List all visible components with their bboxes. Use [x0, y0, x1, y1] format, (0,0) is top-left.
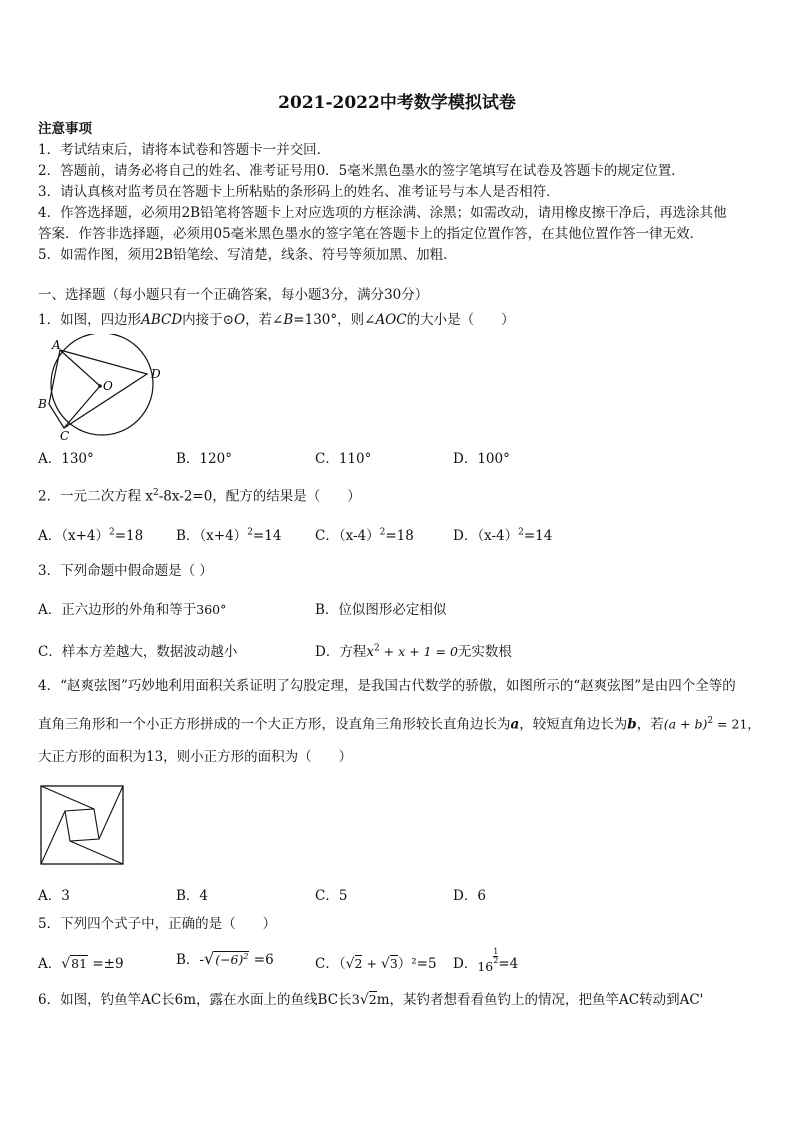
q5-option-a: A．√81 =±9 — [38, 956, 124, 972]
question-4-line-1: 4．“赵爽弦图”巧妙地利用面积关系证明了勾股定理，是我国古代数学的骄傲，如图所示的“赵爽弦图”是由四个全等的 — [38, 678, 736, 694]
q3-option-d: D．方程$x^2 + x + 1 = 0$无实数根 — [315, 643, 512, 660]
q3-option-c: C．样本方差越大，数据波动越小 — [38, 644, 238, 660]
circle-quadrilateral-figure — [34, 334, 164, 444]
label-A: A — [52, 338, 61, 352]
notice-heading: 注意事项 — [38, 121, 92, 137]
notice-item: 答案．作答非选择题，必须用05毫米黑色墨水的签字笔在答题卡上的指定位置作答，在其他位置作答一律无效． — [38, 226, 704, 242]
question-1-stem: 1．如图，四边形ABCD内接于⊙O，若∠B=130°，则∠AOC的大小是（ ） — [38, 312, 515, 328]
q2-option-d: D．$(x-4)^2=14$ — [453, 527, 553, 544]
q5-option-b: B．$-√(-6)^2 =6$ — [176, 949, 274, 968]
notice-item: 3．请认真核对监考员在答题卡上所粘贴的条形码上的姓名、准考证号与本人是否相符． — [38, 184, 560, 200]
q4-option-a: A．3 — [38, 888, 70, 904]
question-4-line-3: 大正方形的面积为13，则小正方形的面积为（ ） — [38, 749, 353, 765]
question-3-stem: 3．下列命题中假命题是（ ） — [38, 563, 213, 579]
q1-option-c: C．110° — [315, 451, 372, 467]
question-6-stem: 6．如图，钓鱼竿AC长6m，露在水面上的鱼线BC长3√2m，某钓者想看看鱼钓上的情况，把鱼竿AC转动到AC' — [38, 992, 704, 1008]
q3-option-a: A．正六边形的外角和等于360° — [38, 602, 227, 618]
q2-option-c: C．$(x-4)^2=18$ — [315, 527, 414, 544]
q1-option-b: B．120° — [176, 451, 232, 467]
q4-option-b: B．4 — [176, 888, 209, 904]
page-title: 2021-2022中考数学模拟试卷 — [278, 93, 516, 113]
q4-option-d: D．6 — [453, 888, 486, 904]
label-O: O — [103, 379, 113, 393]
label-C: C — [60, 429, 70, 443]
q2-option-a: A．$(x+4)^2=18$ — [38, 527, 144, 544]
question-4-line-2: 直角三角形和一个小正方形拼成的一个大正方形，设直角三角形较长直角边长为a，较短直角边长为b，若$(a + b)^2 = 21$， — [38, 716, 760, 733]
notice-item: 2．答题前，请务必将自己的姓名、准考证号用0．5毫米黑色墨水的签字笔填写在试卷及答题卡的规定位置． — [38, 163, 685, 179]
zhao-shuang-figure — [40, 785, 126, 867]
q1-option-d: D．100° — [453, 451, 510, 467]
q4-option-c: C．5 — [315, 888, 348, 904]
label-B: B — [38, 397, 47, 411]
notice-item: 4．作答选择题，必须用2B铅笔将答题卡上对应选项的方框涂满、涂黑；如需改动，请用橡皮擦干净后，再选涂其他 — [38, 205, 727, 221]
q5-option-c: C．（√2 + √3）²=5 — [315, 956, 437, 972]
question-5-stem: 5．下列四个式子中，正确的是（ ） — [38, 916, 277, 932]
q2-option-b: B．$(x+4)^2=14$ — [176, 527, 282, 544]
notice-item: 1．考试结束后，请将本试卷和答题卡一并交回． — [38, 142, 331, 158]
q3-option-b: B．位似图形必定相似 — [315, 602, 447, 618]
q5-option-d: D．16 $\frac{1}{2}$ =4 — [453, 947, 519, 974]
section-heading: 一、选择题（每小题只有一个正确答案，每小题3分，满分30分） — [38, 287, 429, 303]
label-D: D — [151, 367, 161, 381]
notice-item: 5．如需作图，须用2B铅笔绘、写清楚，线条、符号等须加黑、加粗． — [38, 247, 457, 263]
question-2-stem: 2．一元二次方程 $x^2-8x-2=0$，配方的结果是（ ） — [38, 488, 361, 505]
q1-option-a: A．130° — [38, 451, 94, 467]
